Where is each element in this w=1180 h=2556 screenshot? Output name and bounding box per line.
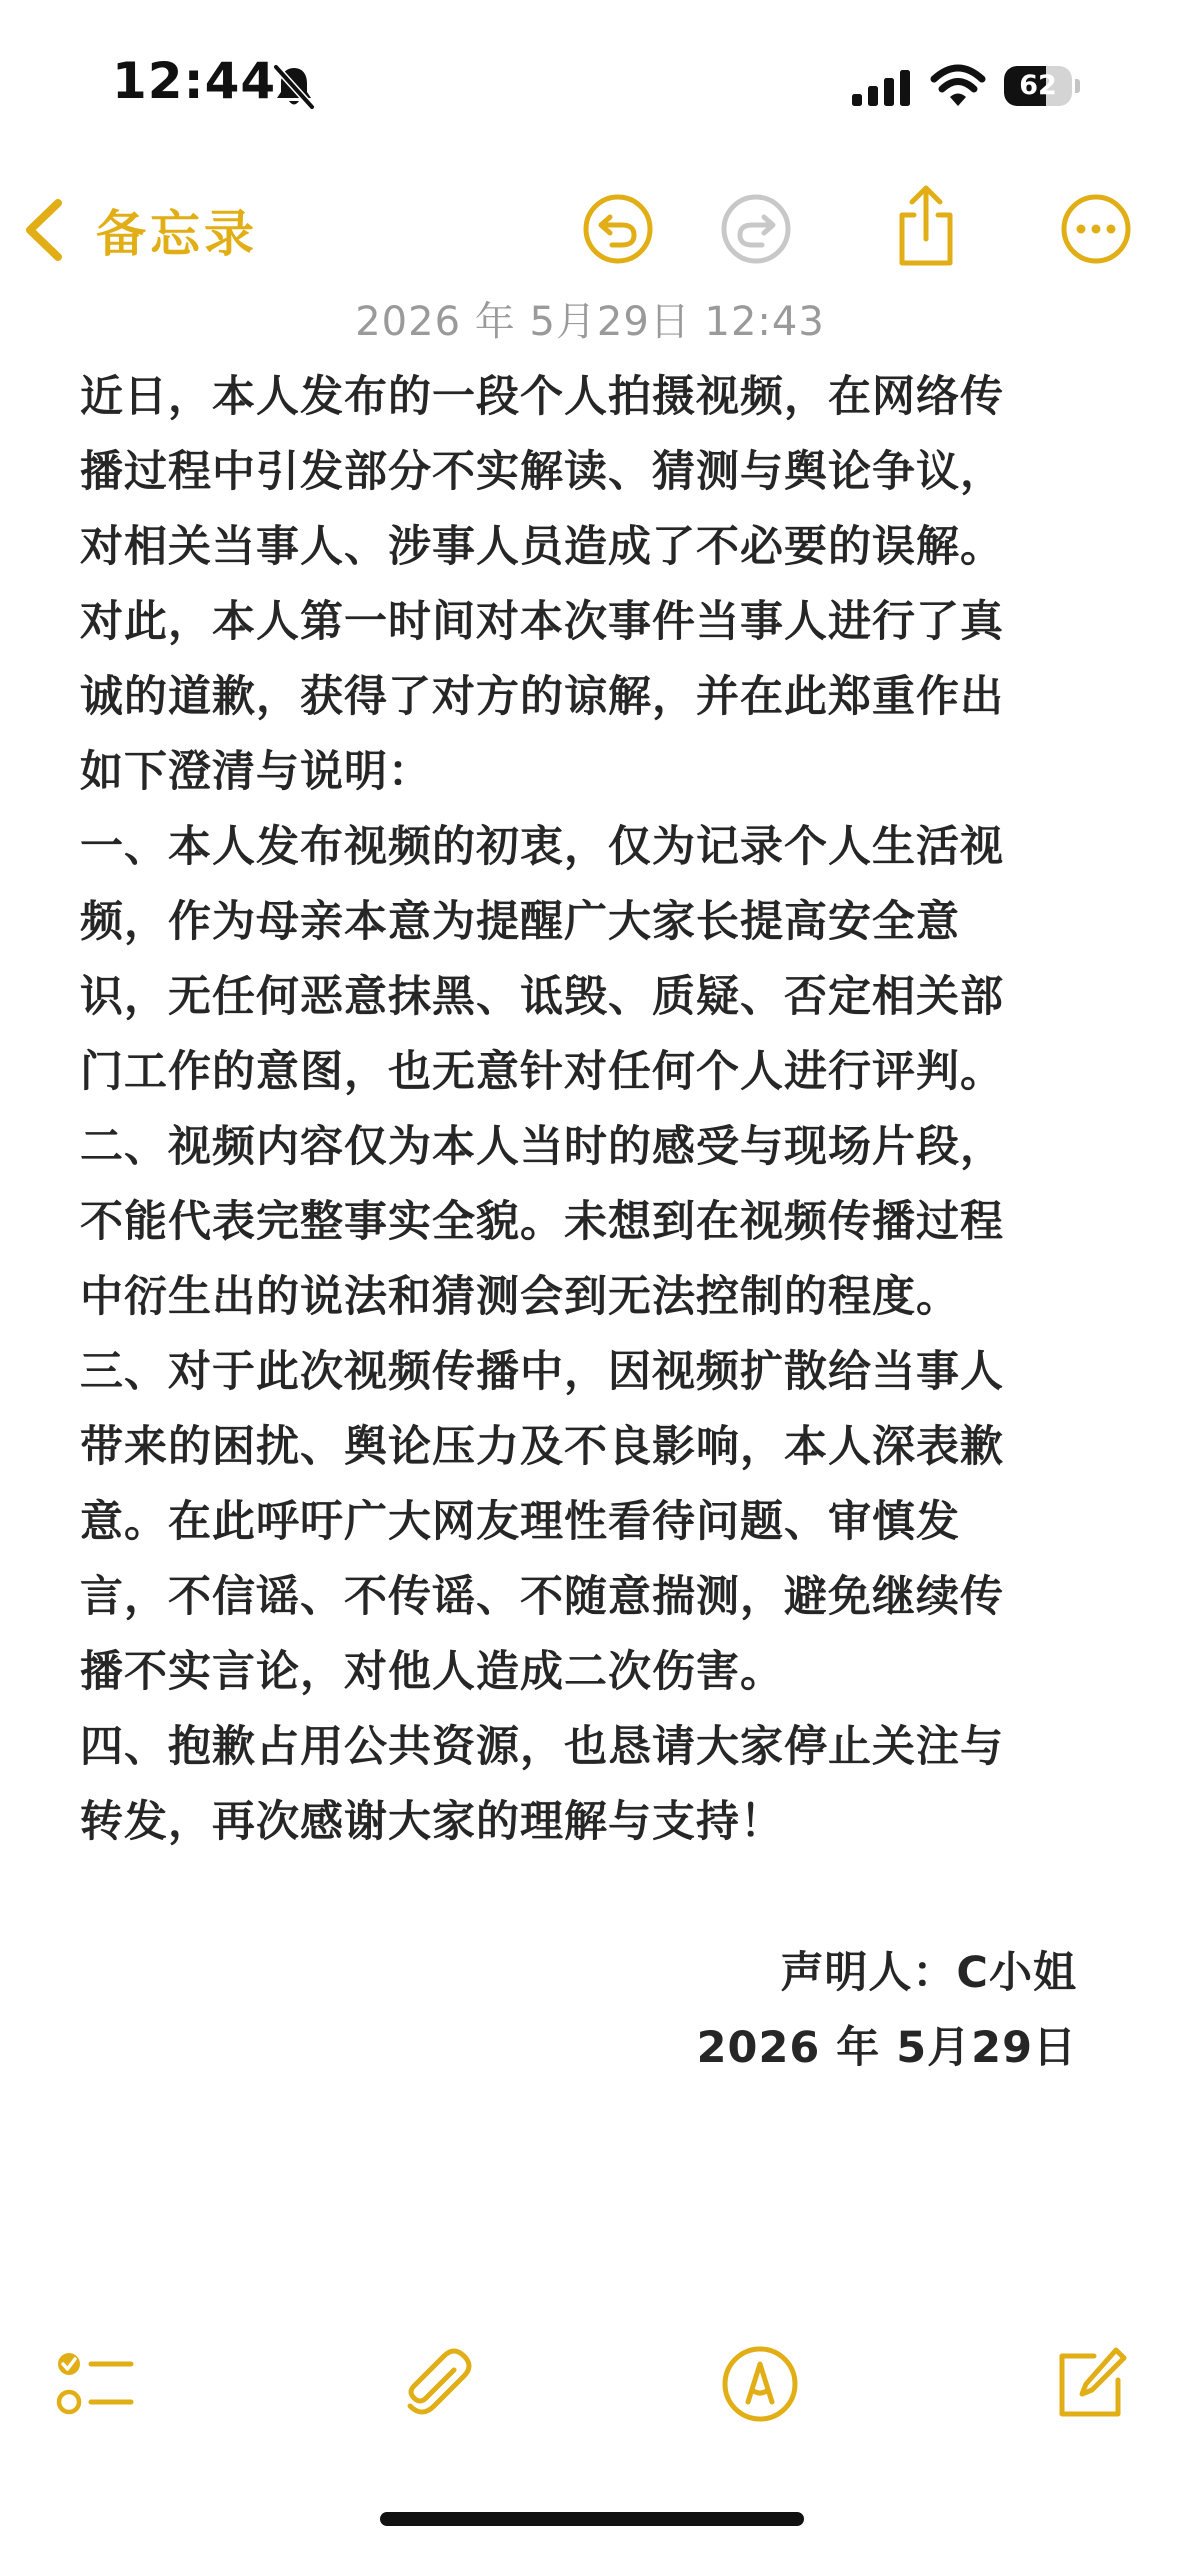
note-line: 言，不信谣、不传谣、不随意揣测，避免继续传 <box>80 1572 1004 1622</box>
note-line: 不能代表完整事实全貌。未想到在视频传播过程 <box>80 1197 1004 1247</box>
redo-icon[interactable] <box>720 193 792 265</box>
note-line: 频，作为母亲本意为提醒广大家长提高安全意 <box>80 897 960 947</box>
note-line: 对此，本人第一时间对本次事件当事人进行了真 <box>80 597 1004 647</box>
checklist-icon[interactable] <box>55 2348 135 2420</box>
wifi-icon <box>930 64 986 108</box>
battery-level: 62 <box>1019 70 1057 101</box>
signature-date: 2026 年 5月29日 <box>696 2023 1077 2073</box>
note-line: 中衍生出的说法和猜测会到无法控制的程度。 <box>80 1272 960 1322</box>
note-line: 意。在此呼吁广大网友理性看待问题、审慎发 <box>80 1497 960 1547</box>
back-label: 备忘录 <box>96 205 258 263</box>
back-button[interactable] <box>22 190 258 270</box>
battery-indicator <box>1004 66 1080 106</box>
note-line: 四、抱歉占用公共资源，也恳请大家停止关注与 <box>80 1722 1004 1772</box>
paperclip-icon[interactable] <box>398 2344 478 2424</box>
note-line: 播不实言论，对他人造成二次伤害。 <box>80 1647 784 1697</box>
note-line: 二、视频内容仅为本人当时的感受与现场片段， <box>80 1122 1004 1172</box>
note-date: 2026 年 5月29日 12:43 <box>355 299 825 345</box>
more-icon[interactable] <box>1060 193 1132 265</box>
note-line: 对相关当事人、涉事人员造成了不必要的误解。 <box>80 522 1004 572</box>
share-icon[interactable] <box>890 183 962 269</box>
chevron-left-icon <box>22 197 66 263</box>
note-line: 播过程中引发部分不实解读、猜测与舆论争议， <box>80 447 1004 497</box>
compose-icon[interactable] <box>1050 2344 1130 2424</box>
status-bar <box>0 0 1180 175</box>
note-line: 门工作的意图，也无意针对任何个人进行评判。 <box>80 1047 1004 1097</box>
bell-slash-icon <box>272 64 316 110</box>
note-line: 三、对于此次视频传播中，因视频扩散给当事人 <box>80 1347 1004 1397</box>
status-time: 12:44 <box>112 52 277 110</box>
undo-icon[interactable] <box>582 193 654 265</box>
markup-pen-icon[interactable] <box>720 2344 800 2424</box>
battery-body <box>1004 66 1072 106</box>
note-line: 识，无任何恶意抹黑、诋毁、质疑、否定相关部 <box>80 972 1004 1022</box>
note-line: 诚的道歉，获得了对方的谅解，并在此郑重作出 <box>80 672 1004 722</box>
note-line: 带来的困扰、舆论压力及不良影响，本人深表歉 <box>80 1422 1004 1472</box>
cellular-signal-icon <box>852 70 910 106</box>
note-line: 如下澄清与说明： <box>80 747 432 797</box>
note-line: 转发，再次感谢大家的理解与支持！ <box>80 1797 784 1847</box>
note-signature <box>697 1936 1077 2086</box>
note-body[interactable] <box>80 360 1110 1860</box>
home-indicator[interactable] <box>380 2512 804 2526</box>
battery-tip <box>1075 79 1080 93</box>
note-line: 一、本人发布视频的初衷，仅为记录个人生活视 <box>80 822 1004 872</box>
note-line: 近日，本人发布的一段个人拍摄视频，在网络传 <box>80 372 1004 422</box>
signature-name: 声明人：C小姐 <box>780 1948 1077 1998</box>
